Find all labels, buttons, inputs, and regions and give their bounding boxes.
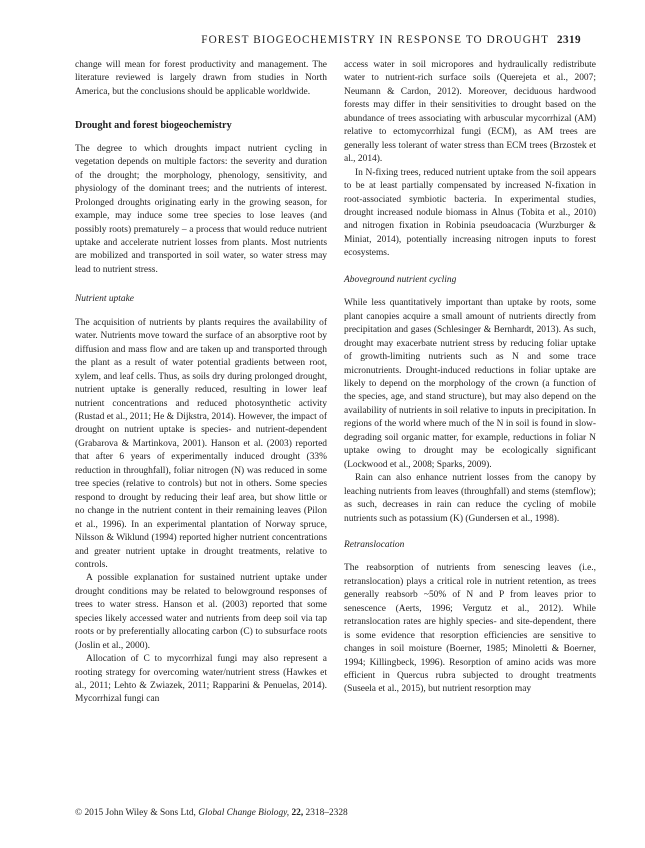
subheading-aboveground: Aboveground nutrient cycling bbox=[344, 274, 457, 285]
footer bbox=[75, 808, 348, 818]
aboveground-paragraph-1: While less quantitatively important than uptake by roots, some plant canopies acquire a small amount of nutrients directly from precipitation and gases (Schlesinger & Bernhardt, 2013). As such, drought may exacerbate nutrient stress by reducing foliar uptake of growth-limiting nutrients such as N and some trace micronutrients. Drought-induced reductions in foliar uptake are likely to depend on the morphology of the crown (a function of the species, age, and stand structure), but may also depend on the availability of nutrients in soil relative to inputs in precipitation. In regions of the world where much of the N in soil is found in slow-degrading soil organic matter, for example, reductions in foliar N uptake owing to drought may be ecologically significant (Lockwood et al., 2008; Sparks, 2009). bbox=[344, 298, 596, 470]
n-fixing-paragraph: In N-fixing trees, reduced nutrient uptake from the soil appears to be at least partially compensated by increased N-fixation in root-associated symbiotic bacteria. In experimental studies, drought increased nodule biomass in Alnus (Tobita et al., 2010) and nitrogen fixation in Robinia pseudoacacia (Wurzburger & Miniat, 2014), potentially increasing nitrogen inputs to forest ecosystems. bbox=[344, 167, 596, 259]
right-column bbox=[344, 59, 596, 697]
uptake-paragraph-2: A possible explanation for sustained nutrient uptake under drought conditions may be related to belowground responses of trees to water stress. Hanson et al. (2003) reported that some species likely accessed water and nutrients from deep soil via tap roots or by preferentially allocating carbon (C) to subsurface roots (Joslin et al., 2000). bbox=[75, 573, 327, 651]
footer-pages: 2318–2328 bbox=[305, 808, 348, 818]
uptake-paragraph-1: The acquisition of nutrients by plants requires the availability of water. Nutrients move toward the surface of an absorptive root by diffusion and mass flow and are taken up and transported through the plant as a result of water potential gradients between root, xylem, and leaf cells. Thus, as soils dry during prolonged drought, nutrient uptake is generally reduced, resulting in lower leaf nutrient concentrations and reduced photosynthetic activity (Rustad et al., 2011; He & Dijkstra, 2014). However, the impact of drought on nutrient uptake is species- and nutrient-dependent (Grabarova & Martinkova, 2001). Hanson et al. (2003) reported that after 6 years of experimentally induced drought (33% reduction in throughfall), foliar nitrogen (N) was reduced in some tree species (relative to controls) but not in others. Some species respond to drought by reducing their leaf area, but show little or no change in the nutrient content in their remaining leaves (Pilon et al., 1996). In an experimental plantation of Norway spruce, Nilsson & Wiklund (1994) reported higher nutrient concentrations and greater nutrient uptake in drought treatments, relative to controls. bbox=[75, 317, 327, 570]
retranslocation-paragraph: The reabsorption of nutrients from senescing leaves (i.e., retranslocation) plays a critical role in nutrient retention, as trees generally reabsorb ~50% of N and P from leaves prior to senescence (Aerts, 1996; Vergutz et al., 2012). While retranslocation rates are highly species- and site-dependent, there is some evidence that resorption efficiencies are sensitive to changes in soil moisture (Boerner, 1985; Minoletti & Boerner, 1994; Killingbeck, 1996). Resorption of amino acids was more efficient in Quercus rubra subjected to drought treatments (Suseela et al., 2015), but nutrient resorption may bbox=[344, 563, 596, 695]
aboveground-paragraph-2: Rain can also enhance nutrient losses from the canopy by leaching nutrients from leaves (throughfall) and stems (stemflow); as such, decreases in rain can reduce the cycling of mobile nutrients such as potassium (K) (Gundersen et al., 1998). bbox=[344, 473, 596, 524]
mycorrhizal-continuation: access water in soil micropores and hydraulically redistribute water to nutrient-rich surface soils (Querejeta et al., 2007; Neumann & Cardon, 2012). Moreover, deciduous hardwood forests may differ in their sensitivities to drought based on the abundance of trees associating with arbuscular mycorrhizal (AM) relative to ectomycorrhizal fungi (ECM), as AM trees are generally less tolerant of water stress than ECM trees (Brzostek et al., 2014). bbox=[344, 60, 596, 165]
left-column bbox=[75, 59, 327, 707]
section-paragraph: The degree to which droughts impact nutrient cycling in vegetation depends on multiple factors: the severity and duration of the drought; the morphology, phenology, sensitivity, and physiology of the dominant trees; and the nutrients of interest. Prolonged droughts originating early in the growing season, for example, may induce some tree species to lose leaves (and possibly roots) prematurely – a process that would reduce nutrient uptake and accelerate nutrient losses from plants. Most nutrients are mobilized and transported in soil water, so water stress may lead to nutrient stress. bbox=[75, 143, 327, 275]
footer-journal: Global Change Biology, bbox=[198, 808, 290, 818]
intro-continuation: change will mean for forest productivity and management. The literature reviewed is largely drawn from studies in North America, but the conclusions should be applicable worldwide. bbox=[75, 60, 327, 97]
subheading-nutrient-uptake: Nutrient uptake bbox=[75, 294, 134, 305]
subheading-retranslocation: Retranslocation bbox=[344, 539, 405, 550]
section-heading: Drought and forest biogeochemistry bbox=[75, 120, 232, 132]
page-number: 2319 bbox=[557, 34, 581, 46]
footer-copyright: © 2015 John Wiley & Sons Ltd, bbox=[75, 808, 196, 818]
uptake-paragraph-3: Allocation of C to mycorrhizal fungi may also represent a rooting strategy for overcoming water/nutrient stress (Hawkes et al., 2011; Lehto & Zwiazek, 2011; Rapparini & Penuelas, 2014). Mycorrhizal fungi can bbox=[75, 654, 327, 705]
footer-volume: 22, bbox=[291, 808, 304, 818]
running-header bbox=[201, 34, 581, 46]
running-title: FOREST BIOGEOCHEMISTRY IN RESPONSE TO DROUGHT bbox=[201, 34, 550, 46]
